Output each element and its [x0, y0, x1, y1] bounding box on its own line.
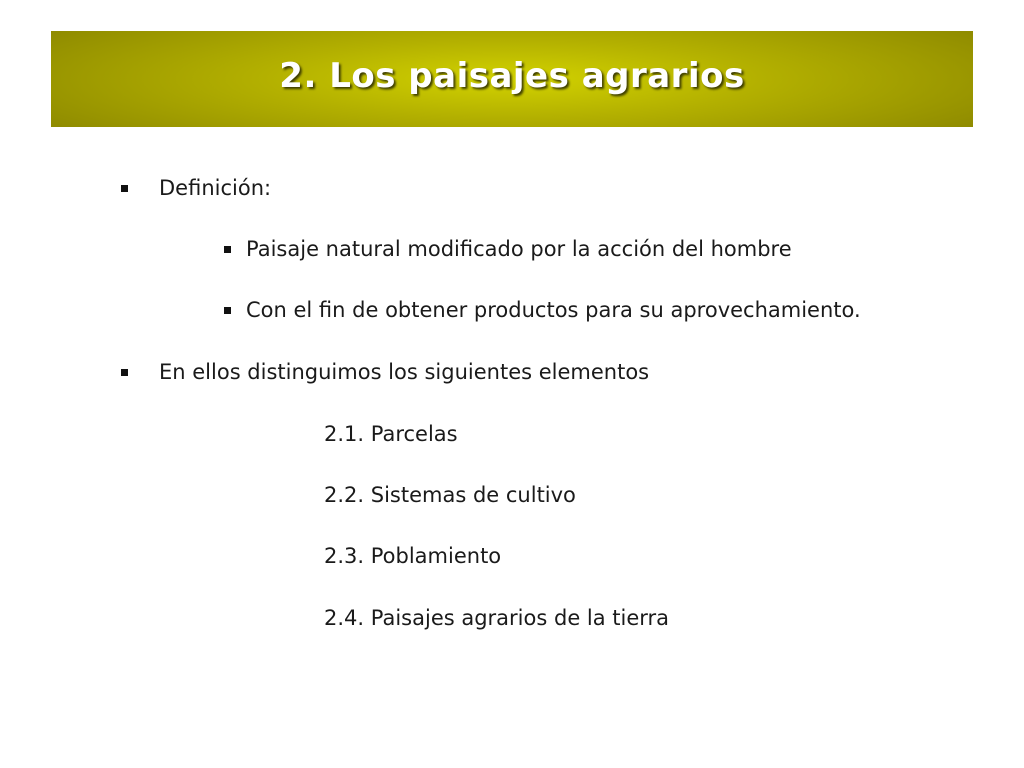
square-bullet-icon: [121, 185, 128, 192]
list-item-text: 2.3. Poblamiento: [324, 544, 502, 568]
list-item-text: 2.1. Parcelas: [324, 422, 458, 446]
list-item-paisajes: [324, 606, 669, 630]
square-bullet-icon: [224, 307, 231, 314]
bullet-text: Paisaje natural modificado por la acción del hombre: [246, 237, 792, 261]
list-item-sistemas: [324, 483, 576, 507]
title-bar: [51, 31, 973, 127]
sub-bullet-fin: [224, 298, 861, 322]
list-item-poblamiento: [324, 544, 501, 568]
bullet-text: Definición:: [159, 176, 272, 200]
square-bullet-icon: [224, 246, 231, 253]
list-item-parcelas: [324, 422, 458, 446]
list-item-text: 2.2. Sistemas de cultivo: [324, 483, 576, 507]
square-bullet-icon: [121, 369, 128, 376]
bullet-text: En ellos distinguimos los siguientes elementos: [159, 360, 650, 384]
bullet-elementos: [121, 360, 649, 384]
bullet-definicion: [121, 176, 271, 200]
slide-title: 2. Los paisajes agrarios: [279, 56, 745, 96]
list-item-text: 2.4. Paisajes agrarios de la tierra: [324, 606, 670, 630]
sub-bullet-paisaje: [224, 237, 792, 261]
bullet-text: Con el fin de obtener productos para su aprovechamiento.: [246, 298, 861, 322]
